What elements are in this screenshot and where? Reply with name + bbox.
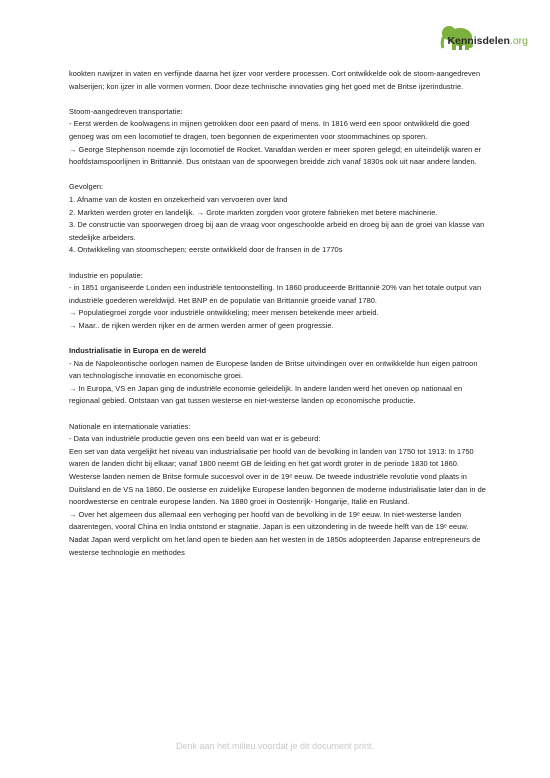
- paragraph: - Na de Napoleontische oorlogen namen de Europese landen de Britse uitvindingen over en ontwikkelde hun eigen patroon van technologische innovatie en economische groei.: [69, 358, 478, 381]
- paragraph: → George Stephenson noemde zijn locomotief de Rocket. Vanafdan werden er meer sporen gelegd; en uiteindelijk waren er hoofdstamspoorlijnen in Brittannië. Dus ontstaan van de spoorwegen breidde zich vanaf 1830s ook uit naar andere landen.: [69, 144, 482, 167]
- paragraph: - Data van industriële productie geven ons een beeld van wat er is gebeurd:: [69, 434, 321, 444]
- paragraph-gap: [69, 93, 489, 106]
- paragraph: kookten ruwijzer in vaten en verfijnde daarna het ijzer voor verdere processen. Cort ontwikkelde ook de stoom-aangedreven walserijen; kon ijzer in alle vormen vormen. Door deze technische innovaties ging het goed met de Britse ijzerindustrie.: [69, 69, 481, 91]
- paragraph: → Maar.. de rijken werden rijker en de armen werden armer of geen progressie.: [69, 320, 334, 330]
- paragraph: 4. Ontwikkeling van stoomschepen; eerste ontwikkeld door de fransen in de 1770s: [69, 245, 343, 255]
- paragraph-gap: [69, 169, 489, 182]
- paragraph: Industrie en populatie:: [69, 270, 143, 280]
- paragraph: Stoom-aangedreven transportatie:: [69, 106, 183, 116]
- document-body: [69, 68, 489, 559]
- paragraph: → Over het algemeen dus allemaal een verhoging per hoofd van de bevolking in de 19ᵉ eeuw. In niet-westerse landen daarentegen, vooral China en India ontstond er stagnatie. Japan is een uitzondering in de tweede helft van de 19ᵉ eeuw. Nadat Japan werd verplicht om het land open te bieden aan het westen in de 1850s adopteerden Japanse entrepreneurs de westerse technologie en methodes: [69, 509, 481, 557]
- paragraph: Gevolgen:: [69, 182, 104, 192]
- paragraph: Een set van data vergelijkt het niveau van industrialisatie per hoofd van de bevolking in landen van 1750 tot 1913: In 1750 waren de landen dicht bij elkaar; vanaf 1800 neemt GB de leiding en het gat wordt groter in de periode 1830 tot 1860. Westerse landen nemen de Britse formule succesvol over in de 19ᵉ eeuw. De tweede industriële revolutie vond plaats in Duitsland en de VS na 1860. De oosterse en zuidelijke Europese landen begonnen de moderne industrialisatie later dan in de noordwesterse en centrale europese landen. Na 1880 groei in Oostenrijk- Hongarije, Italië en Rusland.: [69, 446, 486, 507]
- section-heading: Industrialisatie in Europa en de wereld: [69, 346, 207, 356]
- logo-text: Kennisdelen.org: [447, 35, 528, 47]
- paragraph: → In Europa, VS en Japan ging de industriële economie geleidelijk. In andere landen werd het oneven op nationaal en regionaal gebied. Ontstaan van gat tussen westerse en niet-westerse landen op economische productie.: [69, 383, 463, 406]
- footer-text: Denk aan het milieu voordat je dit document print.: [175, 741, 375, 751]
- paragraph: 2. Markten werden groter en landelijk. → Grote markten zorgden voor grotere fabrieken met betere machinerie.: [69, 207, 438, 217]
- paragraph-gap: [69, 332, 489, 345]
- paragraph-gap: [69, 257, 489, 270]
- paragraph: → Populatiegroei zorgde voor industriële ontwikkeling; meer mensen betekende meer arbeid.: [69, 308, 379, 318]
- paragraph-gap: [69, 408, 489, 421]
- kennisdelen-logo: [408, 22, 528, 56]
- paragraph: 1. Afname van de kosten en onzekerheid van vervoeren over land: [69, 194, 288, 204]
- footer-watermark: [0, 741, 550, 751]
- paragraph: Nationale en internationale variaties:: [69, 421, 191, 431]
- paragraph: - in 1851 organiseerde Londen een industriële tentoonstelling. In 1860 produceerde Brittannië 20% van het totale output van industriële goederen wereldwijd. Het BNP en de populatie van Brittannië groeide vanaf 1780.: [69, 283, 482, 305]
- paragraph: - Eerst werden de koolwagens in mijnen getrokken door een paard of mens. In 1816 werd een spoor ontwikkeld die goed genoeg was om een locomotief te dragen, toen begonnen de experimenten voor stoommachines op sporen.: [69, 119, 470, 141]
- paragraph: 3. De constructie van spoorwegen droeg bij aan de vraag voor ongeschoolde arbeid en droeg bij aan de groei van klasse van stedelijke arbeiders.: [69, 220, 485, 242]
